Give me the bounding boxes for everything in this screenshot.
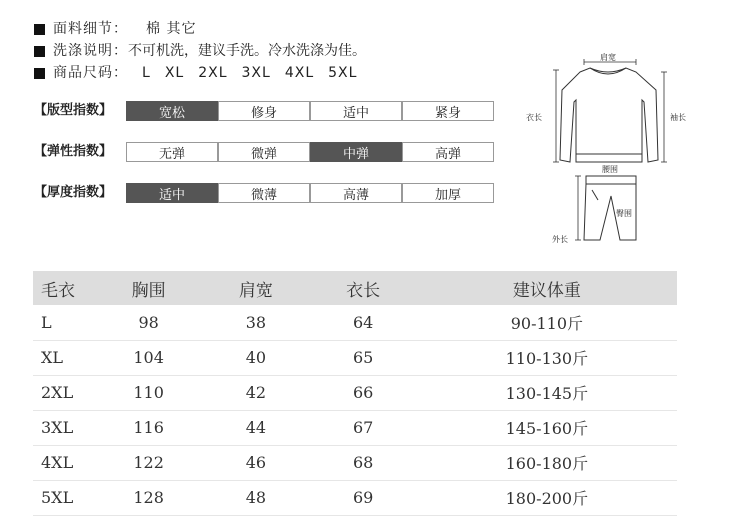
table-cell: 90-110斤: [417, 305, 677, 340]
table-cell: 98: [95, 305, 202, 340]
table-cell: 48: [202, 480, 309, 515]
table-cell: 42: [202, 375, 309, 410]
fabric-row: [34, 18, 366, 40]
table-row: [33, 340, 677, 375]
table-cell: 130-145斤: [417, 375, 677, 410]
sleeve-label: 袖长: [670, 113, 686, 122]
table-cell: 122: [95, 445, 202, 480]
size-option: XL: [164, 64, 185, 81]
table-cell: 44: [202, 410, 309, 445]
column-header: 毛衣: [33, 271, 95, 305]
length-label: 衣长: [526, 113, 542, 122]
table-cell: 110-130斤: [417, 340, 677, 375]
wash-label: 洗涤说明：: [53, 42, 128, 59]
column-header: 衣长: [310, 271, 417, 305]
table-cell: 40: [202, 340, 309, 375]
elasticity-option: 无弹: [126, 142, 218, 162]
size-option: 2XL: [198, 64, 228, 81]
product-info: [34, 18, 366, 84]
table-row: [33, 480, 677, 515]
thickness-index: [34, 182, 494, 204]
table-cell: 5XL: [33, 480, 95, 515]
table-cell: 68: [310, 445, 417, 480]
table-cell: 38: [202, 305, 309, 340]
table-row: [33, 375, 677, 410]
size-label: 商品尺码：: [53, 64, 128, 81]
fit-index: [34, 100, 494, 122]
column-header: 肩宽: [202, 271, 309, 305]
table-cell: 128: [95, 480, 202, 515]
size-row: [34, 62, 366, 84]
waist-label: 腰围: [602, 165, 618, 174]
bullet-square-icon: [34, 68, 45, 79]
elasticity-index: [34, 141, 494, 163]
table-cell: 110: [95, 375, 202, 410]
elasticity-option: 微弹: [218, 142, 310, 162]
thickness-option: 适中: [126, 183, 218, 203]
sweater-outline-icon: [560, 68, 658, 162]
table-cell: 145-160斤: [417, 410, 677, 445]
fit-option: 宽松: [126, 101, 218, 121]
fabric-value: 棉 其它: [146, 20, 197, 37]
thickness-option: 加厚: [402, 183, 494, 203]
table-cell: 67: [310, 410, 417, 445]
elasticity-option: 高弹: [402, 142, 494, 162]
table-header-row: [33, 271, 677, 305]
elasticity-option: 中弹: [310, 142, 402, 162]
wash-row: [34, 40, 366, 62]
outseam-label: 外长: [552, 235, 568, 244]
elasticity-index-label: 【弹性指数】: [34, 144, 113, 159]
table-cell: 104: [95, 340, 202, 375]
fit-option: 修身: [218, 101, 310, 121]
fit-option: 适中: [310, 101, 402, 121]
table-row: [33, 410, 677, 445]
table-cell: 66: [310, 375, 417, 410]
pants-outline-icon: [584, 176, 636, 240]
thickness-option: 高薄: [310, 183, 402, 203]
fabric-label: 面料细节：: [53, 20, 128, 37]
table-cell: XL: [33, 340, 95, 375]
size-option: 3XL: [241, 64, 271, 81]
size-option: 4XL: [284, 64, 315, 81]
table-cell: 160-180斤: [417, 445, 677, 480]
table-row: [33, 305, 677, 340]
table-cell: 46: [202, 445, 309, 480]
size-option: L: [142, 64, 151, 81]
fit-option: 紧身: [402, 101, 494, 121]
table-cell: 2XL: [33, 375, 95, 410]
bullet-square-icon: [34, 24, 45, 35]
fit-index-label: 【版型指数】: [34, 103, 113, 118]
column-header: 胸围: [95, 271, 202, 305]
column-header: 建议体重: [417, 271, 677, 305]
table-cell: 69: [310, 480, 417, 515]
thickness-index-label: 【厚度指数】: [34, 185, 113, 200]
table-cell: 3XL: [33, 410, 95, 445]
table-row: [33, 445, 677, 480]
measurement-diagram: [518, 50, 698, 250]
thickness-option: 微薄: [218, 183, 310, 203]
size-table: [33, 271, 677, 516]
shoulder-label: 肩宽: [600, 53, 616, 62]
table-cell: 116: [95, 410, 202, 445]
table-cell: 180-200斤: [417, 480, 677, 515]
wash-value: 不可机洗，建议手洗。冷水洗涤为佳。: [128, 42, 366, 59]
bullet-square-icon: [34, 46, 45, 57]
hip-label: 臀围: [616, 209, 632, 218]
size-option: 5XL: [328, 64, 358, 81]
table-cell: L: [33, 305, 95, 340]
table-cell: 64: [310, 305, 417, 340]
table-cell: 4XL: [33, 445, 95, 480]
table-cell: 65: [310, 340, 417, 375]
